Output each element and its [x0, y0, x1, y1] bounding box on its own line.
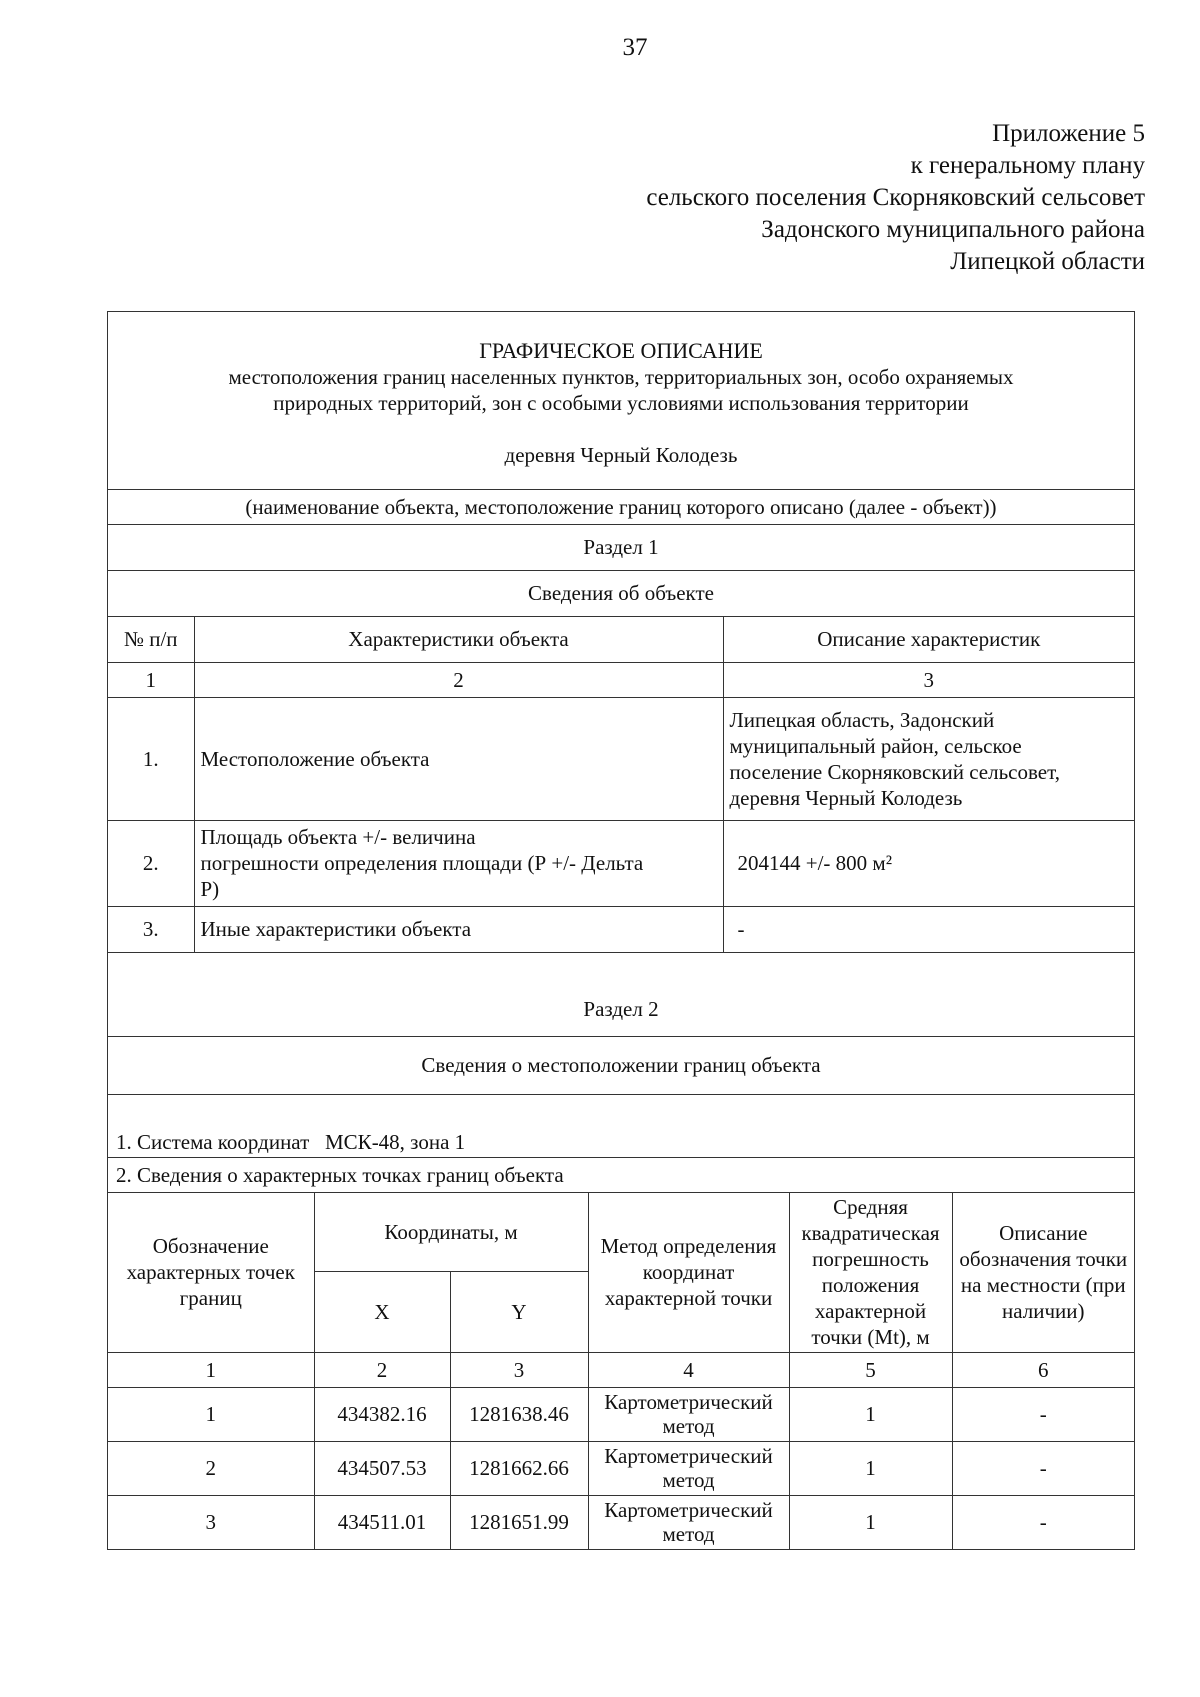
- column-number: 3: [450, 1352, 588, 1387]
- page-number: 37: [622, 34, 648, 61]
- point-x: 434507.53: [314, 1441, 450, 1495]
- column-number: 1: [108, 1352, 314, 1387]
- point-id: 2: [108, 1441, 314, 1495]
- point-description: -: [952, 1495, 1134, 1549]
- row-number: 2.: [108, 820, 194, 906]
- object-caption-text: (наименование объекта, местоположение границ которого описано (далее - объект)): [245, 494, 997, 519]
- column-header: Координаты, м: [314, 1193, 588, 1271]
- value-line: деревня Черный Колодезь: [729, 785, 963, 810]
- column-number: 6: [952, 1352, 1134, 1387]
- coordinate-system-text: 1. Система координат МСК-48, зона 1: [116, 1130, 466, 1154]
- form-subtitle: природных территорий, зон с особыми условиями использования территории: [273, 391, 969, 415]
- row-number: 3.: [108, 906, 194, 952]
- object-name: деревня Черный Колодезь: [504, 443, 738, 467]
- points-table: [108, 1193, 1134, 1549]
- section2-subtitle-text: Сведения о местоположении границ объекта: [421, 1053, 821, 1077]
- column-header: Y: [450, 1271, 588, 1352]
- column-number: 5: [789, 1352, 952, 1387]
- graphic-description-form: [107, 311, 1135, 1550]
- section1-title: [108, 525, 1134, 571]
- point-id: 1: [108, 1387, 314, 1441]
- form-subtitle: местоположения границ населенных пунктов, территориальных зон, особо охраняемых: [228, 365, 1014, 389]
- table-header-row: [108, 617, 1134, 662]
- value-line: поселение Скорняковский сельсовет,: [729, 759, 1060, 784]
- section2-subtitle: [108, 1037, 1134, 1095]
- object-info-table: [108, 617, 1134, 952]
- point-id: 3: [108, 1495, 314, 1549]
- column-header: Характеристики объекта: [194, 617, 723, 662]
- appendix-line: Липецкой области: [950, 248, 1145, 275]
- appendix-line: к генеральному плану: [910, 152, 1145, 179]
- characteristic-name: Местоположение объекта: [194, 697, 723, 820]
- row-number: 1.: [108, 697, 194, 820]
- characteristic-value: 204144 +/- 800 м²: [723, 820, 1134, 906]
- column-header: № п/п: [108, 617, 194, 662]
- appendix-line: Задонского муниципального района: [761, 216, 1145, 243]
- name-line: Р): [200, 877, 220, 901]
- value-line: муниципальный район, сельское: [729, 733, 1022, 758]
- characteristic-value: [723, 697, 1134, 820]
- appendix-line: Приложение 5: [992, 120, 1145, 147]
- column-header: Средняя квадратическая погрешность положения характерной точки (Mt), м: [789, 1193, 952, 1352]
- table-row: [108, 906, 1134, 952]
- name-line: Площадь объекта +/- величина: [200, 825, 476, 849]
- points-table-wrap: [108, 1193, 1134, 1549]
- point-method: Картометрический метод: [588, 1441, 789, 1495]
- object-info-table-wrap: [108, 617, 1134, 953]
- form-title: ГРАФИЧЕСКОЕ ОПИСАНИЕ: [479, 338, 763, 363]
- characteristic-value: -: [723, 906, 1134, 952]
- column-number-row: [108, 662, 1134, 697]
- point-y: 1281662.66: [450, 1441, 588, 1495]
- point-x: 434511.01: [314, 1495, 450, 1549]
- column-header: Описание обозначения точки на местности (при наличии): [952, 1193, 1134, 1352]
- column-number: 4: [588, 1352, 789, 1387]
- coordinate-system: [108, 1095, 1134, 1158]
- value-line: Липецкая область, Задонский: [729, 707, 995, 732]
- point-method: Картометрический метод: [588, 1387, 789, 1441]
- point-mt: 1: [789, 1495, 952, 1549]
- column-header: Описание характеристик: [723, 617, 1134, 662]
- column-number: 3: [723, 662, 1134, 697]
- point-x: 434382.16: [314, 1387, 450, 1441]
- section2-title: [108, 953, 1134, 1037]
- points-caption-text: 2. Сведения о характерных точках границ объекта: [116, 1162, 564, 1187]
- column-number: 1: [108, 662, 194, 697]
- table-row: [108, 697, 1134, 820]
- point-method: Картометрический метод: [588, 1495, 789, 1549]
- table-header-row: [108, 1193, 1134, 1271]
- column-number: 2: [194, 662, 723, 697]
- appendix-header: [646, 118, 1145, 278]
- object-caption: [108, 490, 1134, 525]
- characteristic-name: Иные характеристики объекта: [194, 906, 723, 952]
- table-row: [108, 1495, 1134, 1549]
- form-header: [108, 312, 1134, 490]
- point-y: 1281651.99: [450, 1495, 588, 1549]
- column-number: 2: [314, 1352, 450, 1387]
- appendix-line: сельского поселения Скорняковский сельсовет: [646, 184, 1145, 211]
- column-header: Метод определения координат характерной точки: [588, 1193, 789, 1352]
- name-line: погрешности определения площади (Р +/- Дельта: [200, 851, 644, 875]
- section1-subtitle: [108, 571, 1134, 617]
- point-description: -: [952, 1441, 1134, 1495]
- point-mt: 1: [789, 1387, 952, 1441]
- table-row: [108, 1387, 1134, 1441]
- column-header: X: [314, 1271, 450, 1352]
- characteristic-name: [194, 820, 723, 906]
- section1-subtitle-text: Сведения об объекте: [528, 581, 714, 605]
- point-mt: 1: [789, 1441, 952, 1495]
- section1-title-text: Раздел 1: [583, 535, 659, 559]
- table-row: [108, 820, 1134, 906]
- section2-title-text: Раздел 2: [583, 997, 659, 1021]
- point-description: -: [952, 1387, 1134, 1441]
- points-caption: [108, 1158, 1134, 1193]
- column-header: Обозначение характерных точек границ: [108, 1193, 314, 1352]
- column-number-row: [108, 1352, 1134, 1387]
- table-row: [108, 1441, 1134, 1495]
- point-y: 1281638.46: [450, 1387, 588, 1441]
